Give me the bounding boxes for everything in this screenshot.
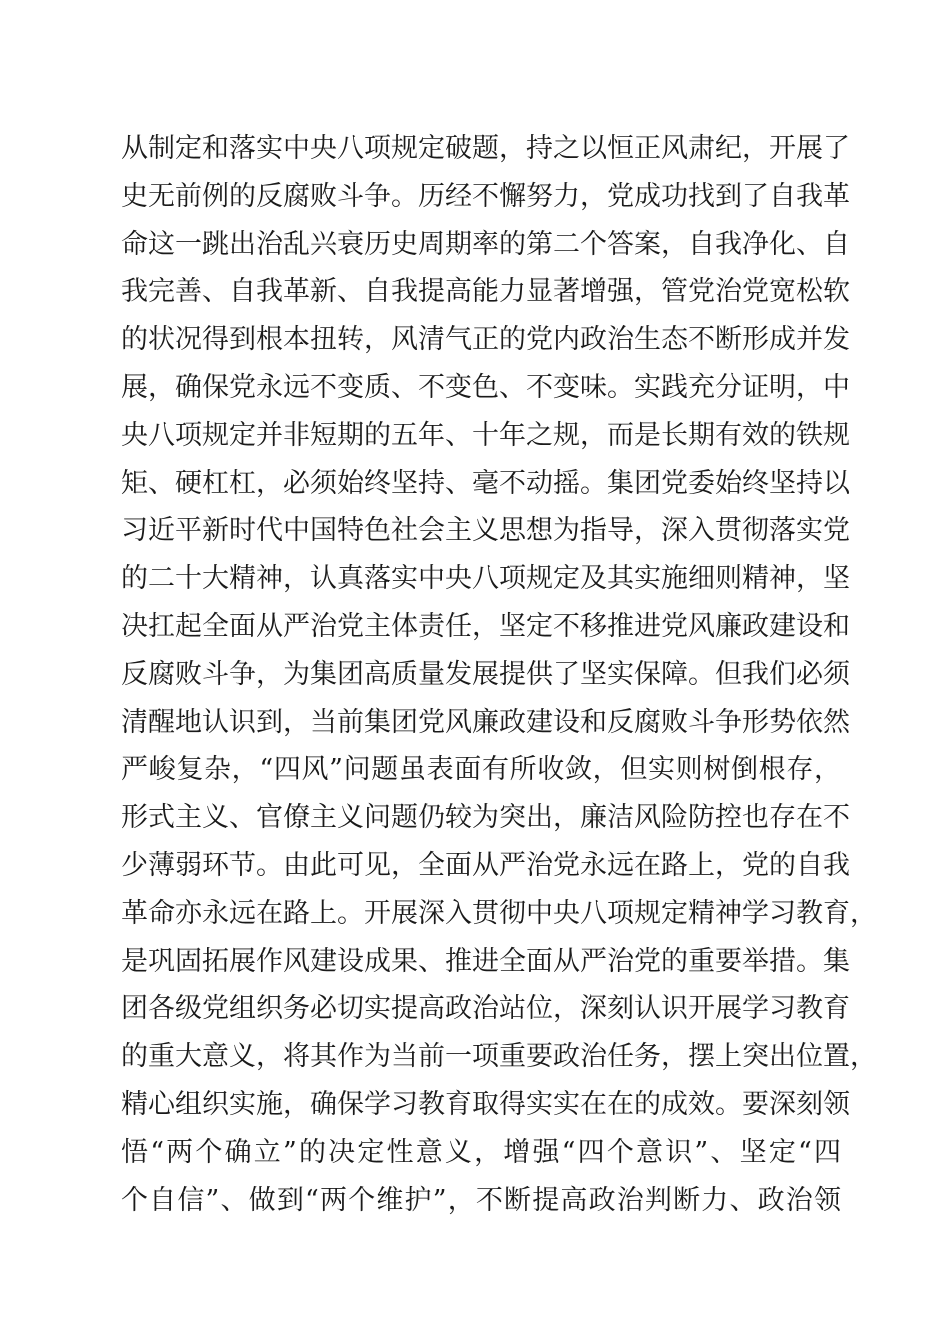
text-line: 清醒地认识到，当前集团党风廉政建设和反腐败斗争形势依然 — [121, 706, 850, 738]
text-line: 团各级党组织务必切实提高政治站位，深刻认识开展学习教育 — [121, 993, 850, 1025]
text-line: 悟“两个确立”的决定性意义，增强“四个意识”、坚定“四 — [121, 1136, 841, 1168]
text-line: 反腐败斗争，为集团高质量发展提供了坚实保障。但我们必须 — [121, 658, 850, 690]
text-line: 命这一跳出治乱兴衰历史周期率的第二个答案，自我净化、自 — [121, 228, 850, 260]
body-text — [121, 125, 877, 1224]
text-line: 精心组织实施，确保学习教育取得实实在在的成效。要深刻领 — [121, 1088, 850, 1120]
text-line: 是巩固拓展作风建设成果、推进全面从严治党的重要举措。集 — [121, 945, 850, 977]
text-line: 央八项规定并非短期的五年、十年之规，而是长期有效的铁规 — [121, 419, 850, 451]
text-line: 严峻复杂，“四风”问题虽表面有所收敛，但实则树倒根存， — [121, 754, 841, 786]
text-line: 我完善、自我革新、自我提高能力显著增强，管党治党宽松软 — [121, 276, 850, 308]
text-line: 从制定和落实中央八项规定破题，持之以恒正风肃纪，开展了 — [121, 133, 850, 164]
text-line: 的状况得到根本扭转，风清气正的党内政治生态不断形成并发 — [121, 324, 850, 356]
text-line: 决扛起全面从严治党主体责任，坚定不移推进党风廉政建设和 — [121, 610, 850, 642]
text-line: 的重大意义，将其作为当前一项重要政治任务，摆上突出位置， — [121, 1041, 877, 1073]
text-line: 矩、硬杠杠，必须始终坚持、毫不动摇。集团党委始终坚持以 — [121, 467, 850, 499]
text-line: 史无前例的反腐败斗争。历经不懈努力，党成功找到了自我革 — [121, 180, 850, 212]
text-line: 少薄弱环节。由此可见，全面从严治党永远在路上，党的自我 — [121, 849, 850, 881]
text-line: 个自信”、做到“两个维护”，不断提高政治判断力、政治领 — [121, 1184, 841, 1216]
text-line: 形式主义、官僚主义问题仍较为突出，廉洁风险防控也存在不 — [121, 802, 850, 834]
text-line: 革命亦永远在路上。开展深入贯彻中央八项规定精神学习教育， — [121, 897, 877, 929]
text-line: 习近平新时代中国特色社会主义思想为指导，深入贯彻落实党 — [121, 515, 850, 547]
text-line: 展，确保党永远不变质、不变色、不变味。实践充分证明，中 — [121, 371, 850, 403]
text-line: 的二十大精神，认真落实中央八项规定及其实施细则精神，坚 — [121, 563, 850, 595]
